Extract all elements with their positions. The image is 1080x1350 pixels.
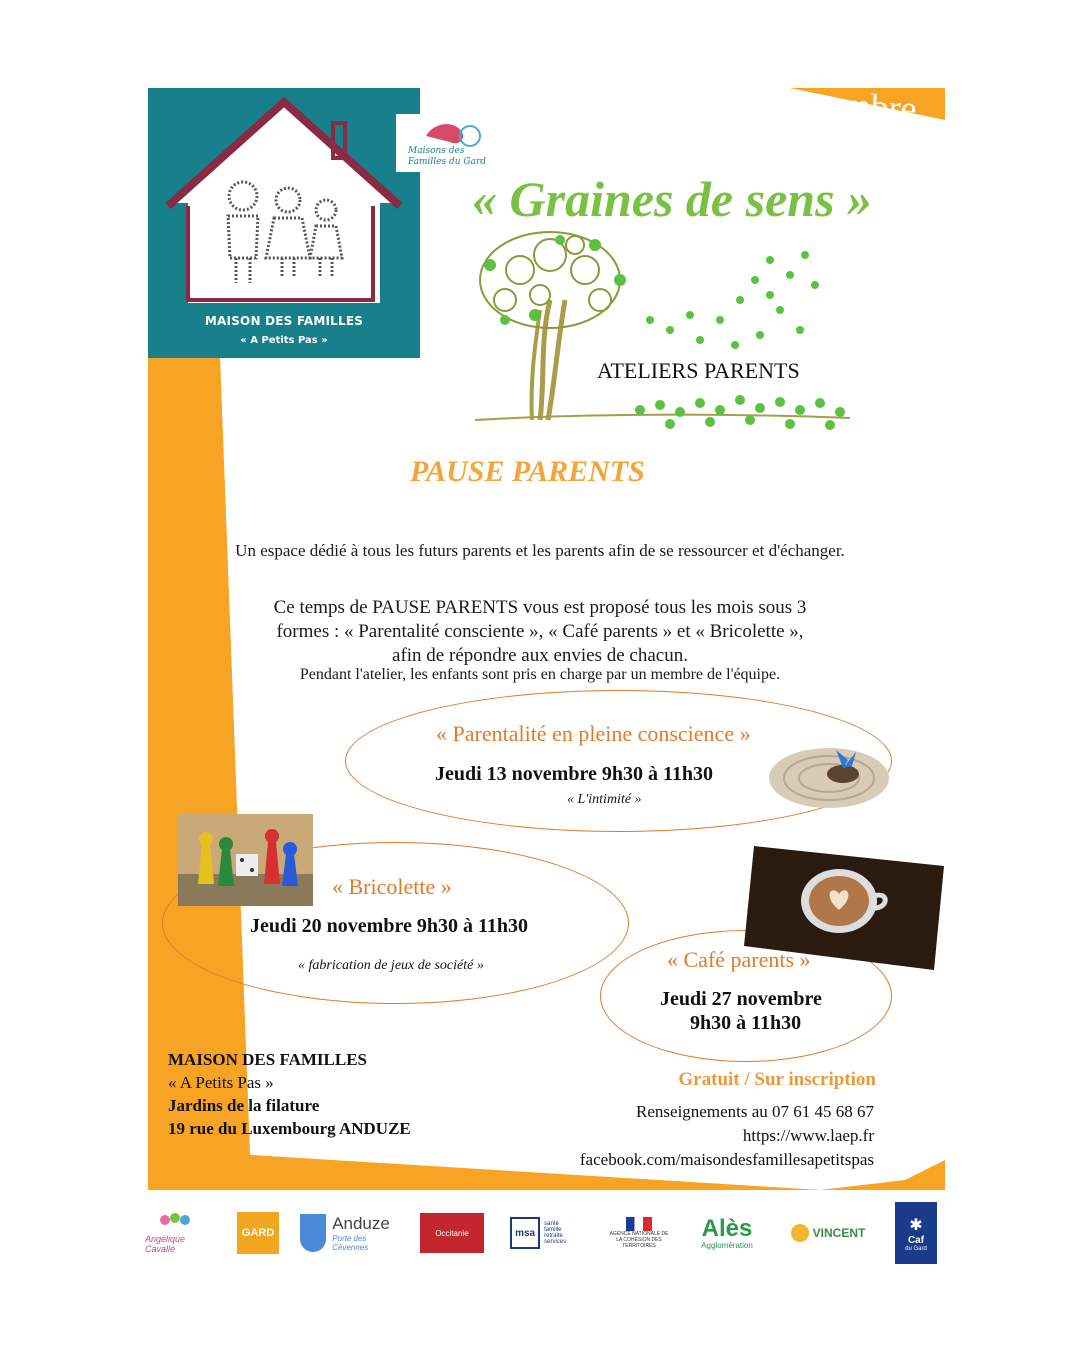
maisons-familles-gard-logo: [396, 114, 492, 172]
partner-name: Alès: [701, 1214, 753, 1242]
partner-name: Anduze: [332, 1214, 390, 1233]
partner-subname: Agglomération: [701, 1240, 753, 1250]
snowflake-icon: ✱: [909, 1216, 923, 1234]
partner-name: Angélique Cavallé: [145, 1234, 186, 1254]
facebook-link[interactable]: facebook.com/maisondesfamillesapetitspas: [579, 1150, 874, 1169]
logo-title: MAISON DES FAMILLES: [204, 314, 364, 328]
house-family-icon: [148, 88, 420, 313]
partner-angelique-logo: [145, 1200, 205, 1266]
partner-occitanie-logo: [420, 1200, 484, 1266]
event-time-cafe: 9h30 à 11h30: [690, 1012, 802, 1034]
network-logo-line2: Familles du Gard: [408, 157, 487, 167]
partner-subname: Porte des Cévennes: [332, 1234, 369, 1252]
address-line: 19 rue du Luxembourg ANDUZE: [168, 1119, 411, 1138]
logo-subtitle: « A Petits Pas »: [240, 335, 328, 346]
partner-name: Caf: [907, 1234, 925, 1246]
address-line: MAISON DES FAMILLES: [168, 1050, 367, 1069]
partner-anct-logo: [603, 1200, 675, 1266]
event-date-parentalite: Jeudi 13 novembre 9h30 à 11h30: [435, 763, 713, 785]
event-note-bricolette: « fabrication de jeux de société »: [298, 958, 484, 973]
address-block: [168, 1048, 411, 1140]
event-title-parentalite: « Parentalité en pleine conscience »: [436, 721, 751, 746]
section-heading: PAUSE PARENTS: [410, 455, 645, 488]
event-note-parentalite: « L'intimité »: [567, 792, 642, 807]
partner-name: Occitanie: [420, 1213, 484, 1253]
contact-block: [580, 1100, 874, 1172]
intro-text: Un espace dédié à tous les futurs parents et les parents afin de se ressourcer et d'échanger.: [235, 541, 845, 560]
partner-subname: santé famille retraite services: [544, 1221, 567, 1245]
description-line: afin de répondre aux envies de chacun.: [392, 645, 688, 666]
address-line: « A Petits Pas »: [168, 1073, 274, 1092]
coffee-cup-icon: [744, 846, 944, 970]
partner-ales-logo: [692, 1200, 762, 1266]
description-line: Ce temps de PAUSE PARENTS vous est proposé tous les mois sous 3: [273, 597, 807, 618]
partner-name: GARD: [237, 1212, 279, 1254]
partner-gard-logo: [237, 1200, 279, 1266]
description-paragraph: [160, 596, 920, 668]
address-line: Jardins de la filature: [168, 1096, 320, 1115]
partner-anduze-logo: [300, 1200, 400, 1266]
partner-name: msa: [510, 1217, 540, 1249]
ateliers-label: ATELIERS PARENTS: [597, 358, 800, 383]
website-link[interactable]: https://www.laep.fr: [742, 1126, 874, 1145]
event-title-bricolette: « Bricolette »: [332, 874, 452, 899]
phone-info: Renseignements au 07 61 45 68 67: [636, 1102, 874, 1121]
childcare-note: Pendant l'atelier, les enfants sont pris en charge par un membre de l'équipe.: [299, 666, 781, 683]
people-icon: [155, 1212, 195, 1234]
partner-msa-logo: [510, 1200, 574, 1266]
shield-icon: [300, 1214, 326, 1252]
network-logo-line1: Maisons des: [408, 146, 465, 156]
partner-vincent-logo: [790, 1200, 866, 1266]
event-title-cafe: « Café parents »: [667, 947, 811, 972]
event-date-bricolette: Jeudi 20 novembre 9h30 à 11h30: [250, 915, 528, 937]
partner-name: VINCENT: [812, 1226, 866, 1240]
event-date-cafe: Jeudi 27 novembre: [660, 988, 822, 1010]
french-flag-icon: [626, 1217, 652, 1231]
free-registration-label: Gratuit / Sur inscription: [678, 1069, 876, 1090]
partner-name: AGENCE NATIONALE DE LA COHÉSION DES TERRITOIRES: [609, 1231, 669, 1249]
poster-title: « Graines de sens »: [472, 171, 873, 227]
board-game-pieces-icon: [178, 814, 313, 906]
partner-subname: du Gard: [905, 1245, 927, 1252]
partner-caf-logo: [895, 1200, 937, 1266]
zen-stones-butterfly-icon: [768, 740, 890, 810]
sun-icon: [791, 1224, 809, 1242]
description-line: formes : « Parentalité consciente », « Café parents » et « Bricolette »,: [276, 621, 804, 642]
month-label: Novembre: [763, 80, 918, 129]
